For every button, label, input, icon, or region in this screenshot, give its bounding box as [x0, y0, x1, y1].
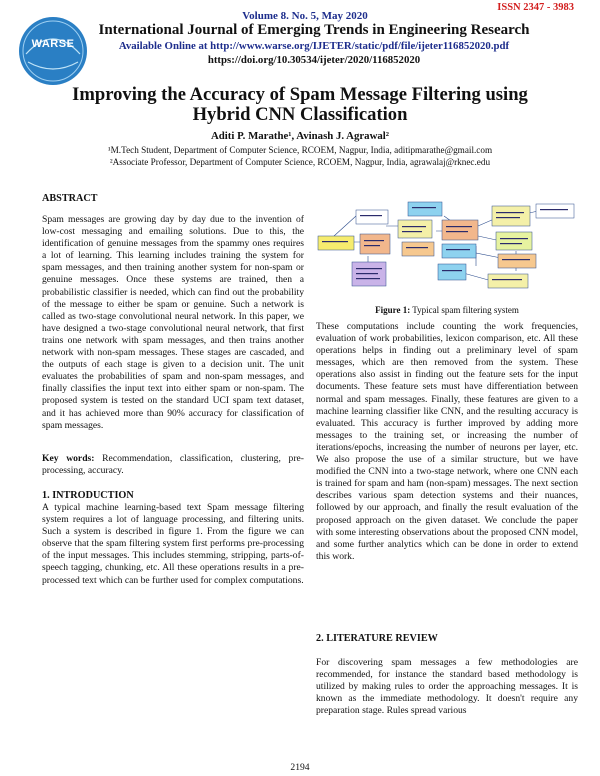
logo-text: WARSE: [31, 38, 75, 50]
right-paragraph-2: For discovering spam messages a few methodologies are recommended, for instance the standard based methodology is utilized by making rules to order the approaching messages. It is known as the immediate methodology. It doesn't require any preparation stage. Rules spread various: [316, 657, 578, 717]
figure-caption-text: Typical spam filtering system: [410, 305, 519, 315]
paper-title-line1: Improving the Accuracy of Spam Message Filtering using: [72, 84, 528, 105]
affiliation-1: ¹M.Tech Student, Department of Computer Science, RCOEM, Nagpur, India, aditipmarathe@gmail.com: [107, 145, 493, 155]
right-column-text: [316, 321, 578, 563]
introduction-text: [42, 502, 304, 587]
affiliation-2: ²Associate Professor, Department of Computer Science, RCOEM, Nagpur, India, agrawalaj@rknec.edu: [109, 157, 491, 167]
keywords: [42, 453, 304, 477]
abstract-text: [42, 214, 304, 432]
introduction-heading: 1. INTRODUCTION: [42, 490, 134, 501]
literature-review-text: [316, 657, 578, 717]
figure-caption: [316, 305, 578, 315]
journal-title: International Journal of Emerging Trends in Engineering Research: [98, 22, 530, 38]
page-number: 2194: [290, 762, 310, 773]
paper-title-line2: Hybrid CNN Classification: [192, 104, 408, 125]
authors: Aditi P. Marathe¹, Avinash J. Agrawal²: [210, 130, 390, 142]
introduction-paragraph: A typical machine learning-based text Spam message filtering system requires a lot of language processing, and filtering units. Such a system is described in figure 1. From the figure we can observe that the spam filtering system first performs pre-processing of the input messages. This includes stemming, stripping, parts-of-speech tagging, chunking, etc. All these operations results in a pre-processed text which can be further used for complex computations.: [42, 502, 304, 586]
doi-link[interactable]: https://doi.org/10.30534/ijeter/2020/116852020: [207, 54, 421, 66]
literature-review-heading: 2. LITERATURE REVIEW: [316, 633, 438, 644]
journal-logo: [16, 14, 90, 88]
keywords-text: Recommendation, classification, clustering, pre-processing, accuracy.: [42, 453, 304, 477]
keywords-label: Key words:: [42, 453, 95, 464]
abstract-heading: ABSTRACT: [42, 193, 98, 204]
paper-title: [40, 85, 560, 125]
available-online-link[interactable]: Available Online at http://www.warse.org/IJETER/static/pdf/file/ijeter116852020.pdf: [118, 40, 510, 52]
right-paragraph-1: These computations include counting the work frequencies, evaluation of work probabilities, lexicon comparison, etc. All these operations helps in finding out a preliminary level of spam messages, which are then removed from the system. These operations also assist in finding out the feature sets for the input documents. These feature sets must have differentiation between normal and spam messages. Finally, these features are given to a machine learning classifier like CNN, and the resulting accuracy is evaluated. This accuracy is further improved by adding more messages to the training set, or increasing the number of iterations/epochs, increasing the number of neurons per layer, etc. We also propose the use of a similar structure, but we have modified the CNN into a two-stage network, where one CNN each is trained for spam and ham (non-spam) messages. The next section describes various spam detection systems and their nuances, followed by our approach, and finally the result evaluation of the proposed approach on the given dataset. We conclude the paper with some interesting observations about the proposed CNN model, and some further analytics which can be done in order to extend this work.: [316, 321, 578, 562]
issn-label: ISSN 2347 - 3983: [497, 2, 574, 13]
spam-filter-diagram: [316, 196, 578, 294]
abstract-paragraph: Spam messages are growing day by day due to the invention of low-cost messaging and emailing solutions. Due to this, the identification of genuine messages from the spammy ones requires a lot of learning. This learning includes training the system for spam messages, and then training another system for non-spam or genuine messages. Once these systems are trained, then a probabilistic classifier is needed, which can find out the probability of the message to either be spam or genuine. Such a network is called as two-stage convolutional neural network. In this paper, we have designed a two-stage convolutional neural network, that first trains one network with spam messages, and then trains another network with non-spam messages. These stages are cascaded, and the outputs of each stage is given to a decision unit. The unit evaluates the probabilities of spam and non-spam messages, and finally classifies the input text into either spam or non-spam. The proposed system is tested on the standard UCI spam text dataset, and it has achieved more than 90% accuracy for classification of spam messages.: [42, 214, 304, 431]
volume-info: Volume 8. No. 5, May 2020: [242, 10, 368, 22]
figure-caption-label: Figure 1:: [375, 305, 411, 315]
